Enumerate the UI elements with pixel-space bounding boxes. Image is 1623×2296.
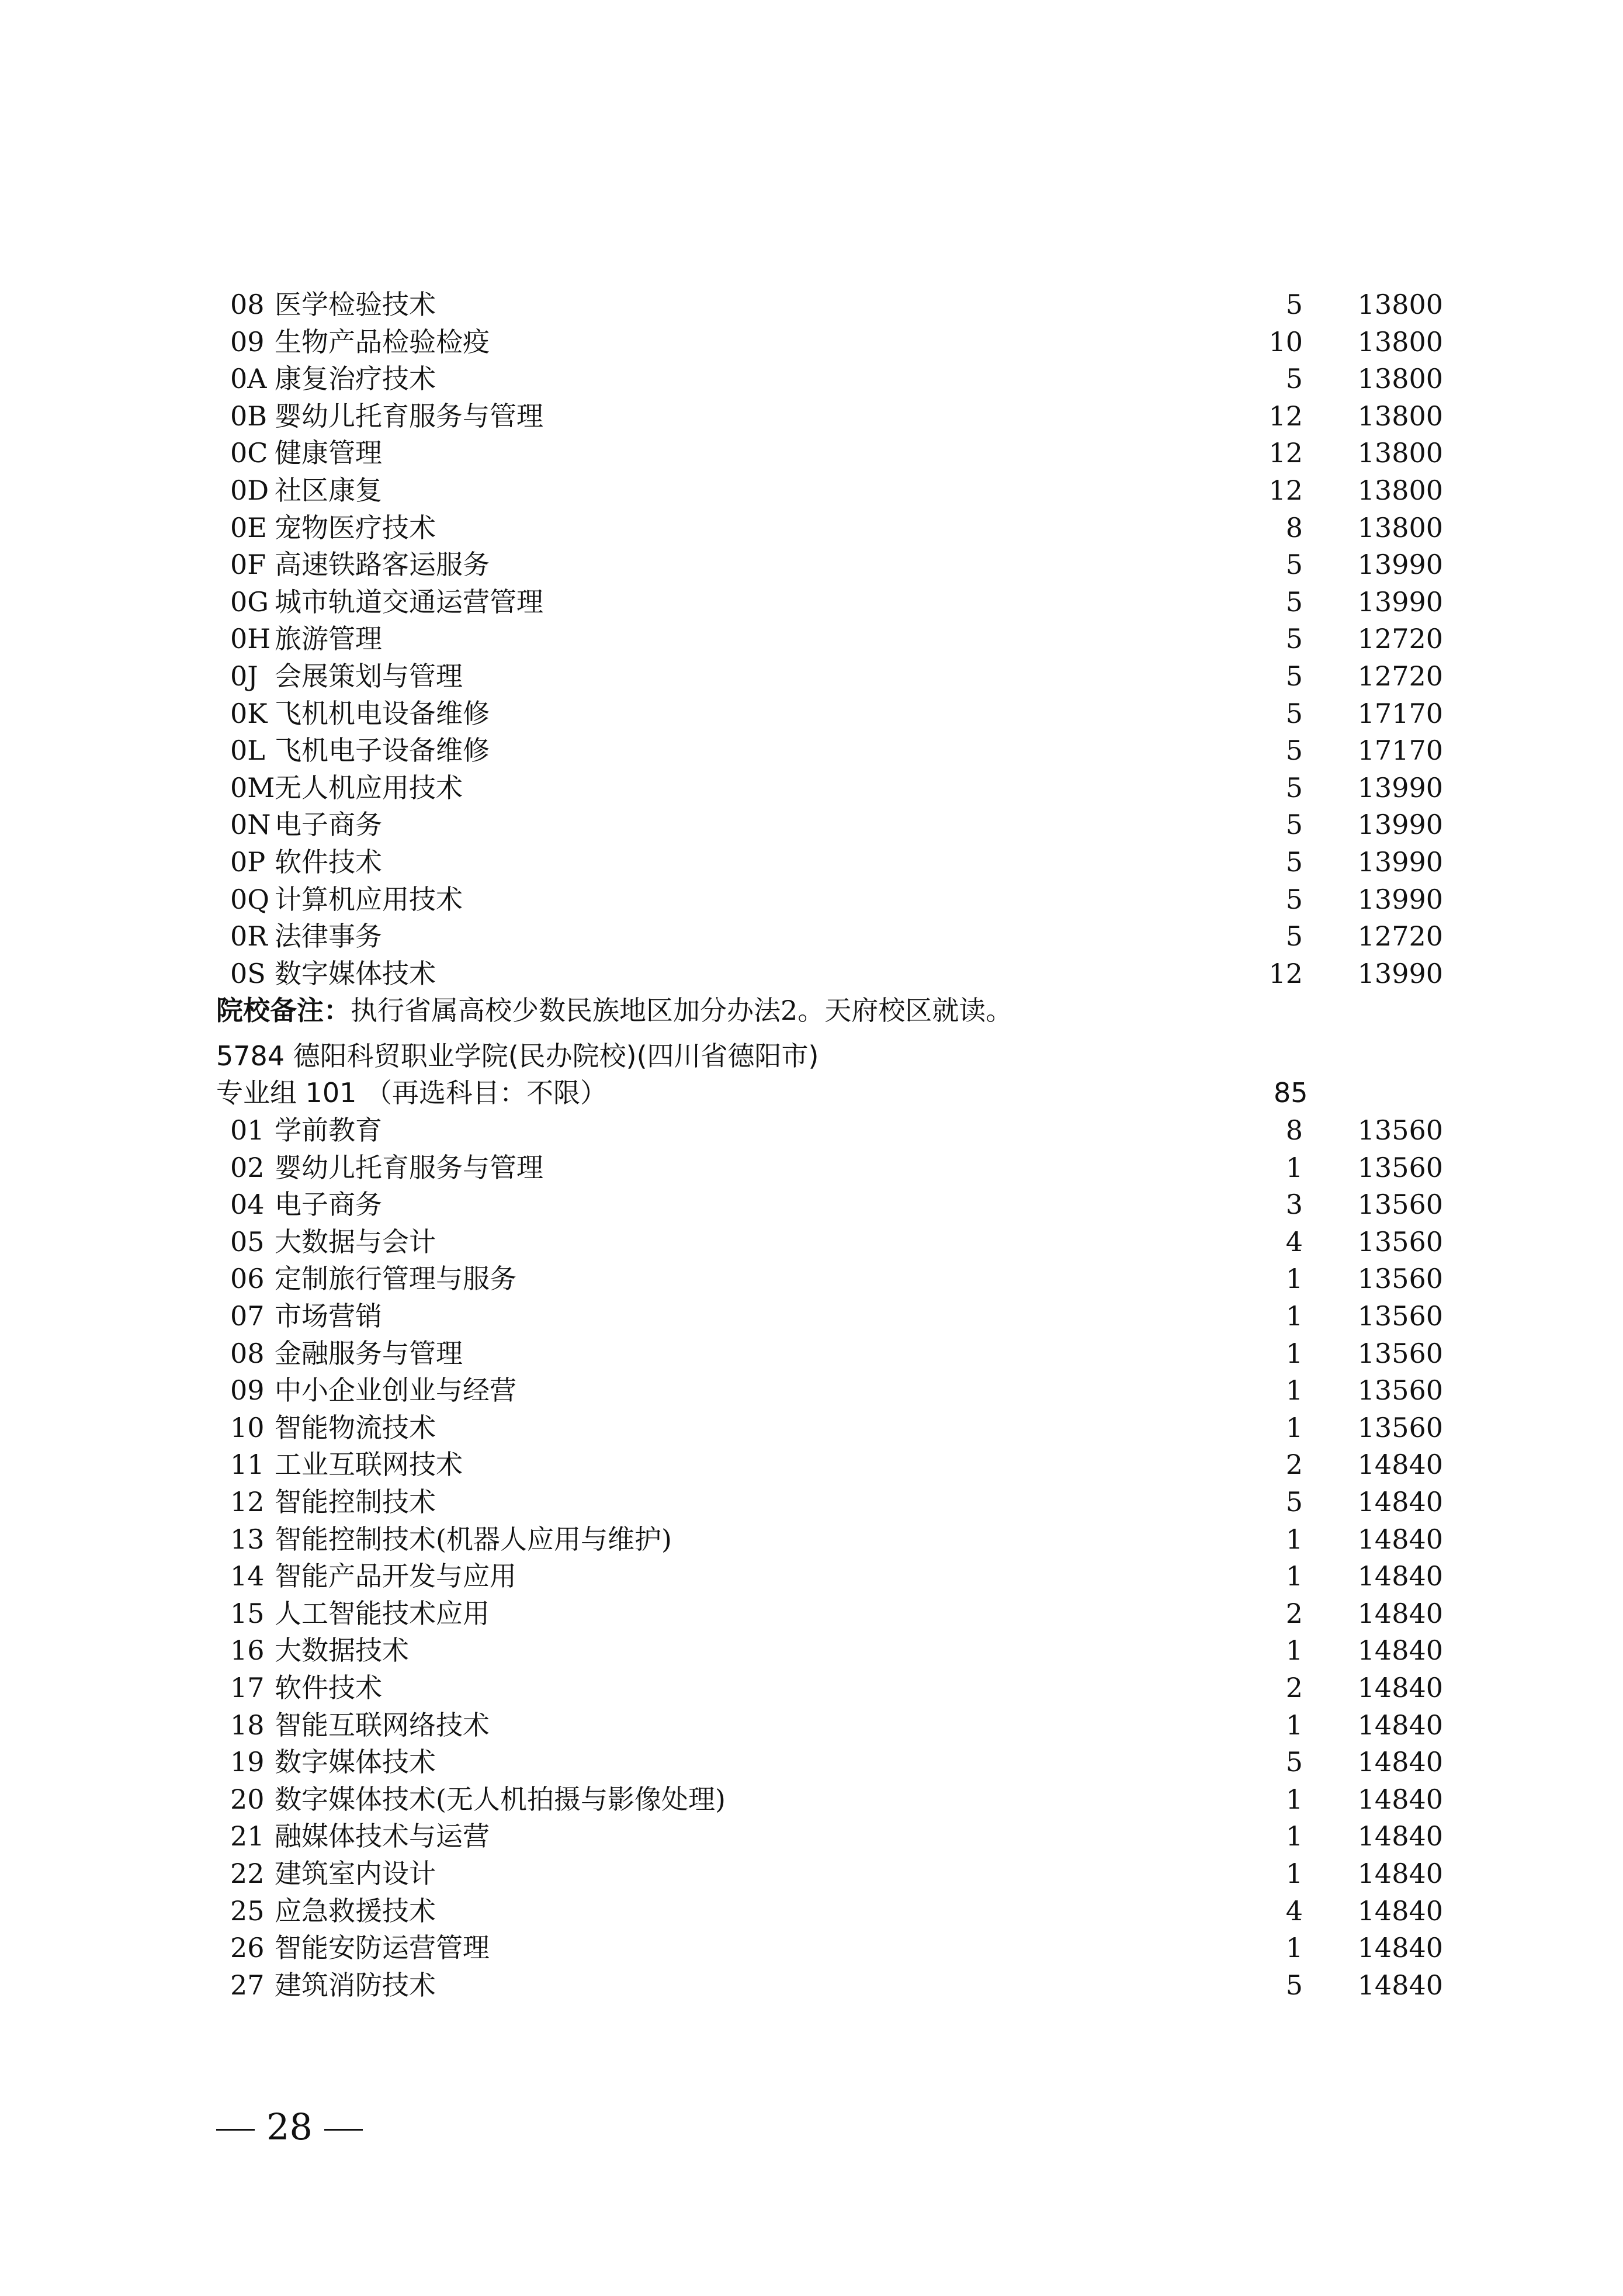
group-name: 专业组 101 （再选科目：不限） xyxy=(216,1077,608,1109)
major-row xyxy=(216,695,1443,733)
enrollment-count: 4 xyxy=(1285,1225,1303,1258)
group-count: 85 xyxy=(1274,1077,1308,1109)
major-code: 08 xyxy=(230,289,265,320)
major-row xyxy=(216,955,1443,993)
major-name: 电子商务 xyxy=(275,809,382,841)
enrollment-count: 2 xyxy=(1285,1671,1303,1703)
tuition-fee: 13800 xyxy=(1357,474,1443,506)
enrollment-count: 1 xyxy=(1285,1560,1303,1592)
major-code: 25 xyxy=(230,1895,265,1927)
major-code: 0H xyxy=(230,623,271,655)
footer-dash-left xyxy=(216,2129,255,2131)
tuition-fee: 13560 xyxy=(1357,1151,1443,1183)
tuition-fee: 14840 xyxy=(1357,1523,1443,1555)
major-row xyxy=(216,361,1443,398)
tuition-fee: 13800 xyxy=(1357,511,1443,543)
enrollment-count: 1 xyxy=(1285,1932,1303,1964)
major-row xyxy=(216,1632,1443,1670)
tuition-fee: 13560 xyxy=(1357,1189,1443,1221)
enrollment-count: 5 xyxy=(1285,883,1303,915)
major-code: 18 xyxy=(230,1709,265,1741)
major-name: 婴幼儿托育服务与管理 xyxy=(275,1151,543,1183)
major-code: 09 xyxy=(230,1374,265,1407)
major-code: 14 xyxy=(230,1560,265,1592)
major-name: 工业互联网技术 xyxy=(275,1449,463,1481)
major-name: 应急救援技术 xyxy=(275,1895,436,1927)
major-name: 定制旅行管理与服务 xyxy=(275,1263,516,1295)
major-name: 大数据技术 xyxy=(275,1634,409,1667)
major-name: 大数据与会计 xyxy=(275,1225,436,1258)
major-name: 建筑室内设计 xyxy=(275,1857,436,1889)
major-name: 建筑消防技术 xyxy=(275,1969,436,2001)
major-row xyxy=(216,1595,1443,1633)
enrollment-count: 1 xyxy=(1285,1709,1303,1741)
major-code: 07 xyxy=(230,1300,265,1332)
major-name: 康复治疗技术 xyxy=(275,363,436,395)
enrollment-count: 3 xyxy=(1285,1189,1303,1221)
major-code: 0L xyxy=(230,735,265,767)
major-name: 软件技术 xyxy=(275,846,382,878)
tuition-fee: 12720 xyxy=(1357,660,1443,692)
tuition-fee: 13800 xyxy=(1357,325,1443,358)
major-row xyxy=(216,398,1443,435)
major-row xyxy=(216,1893,1443,1930)
major-name: 飞机机电设备维修 xyxy=(275,697,490,729)
enrollment-count: 1 xyxy=(1285,1337,1303,1369)
enrollment-count: 12 xyxy=(1268,437,1303,469)
major-row xyxy=(216,770,1443,807)
enrollment-count: 12 xyxy=(1268,474,1303,506)
tuition-fee: 13990 xyxy=(1357,846,1443,878)
major-name: 金融服务与管理 xyxy=(275,1337,463,1369)
major-name: 城市轨道交通运营管理 xyxy=(275,586,543,618)
enrollment-count: 1 xyxy=(1285,1151,1303,1183)
major-name: 数字媒体技术(无人机拍摄与影像处理) xyxy=(275,1783,726,1815)
major-row xyxy=(216,918,1443,955)
major-row xyxy=(216,1707,1443,1744)
major-code: 09 xyxy=(230,325,265,358)
enrollment-count: 12 xyxy=(1268,957,1303,989)
major-name: 中小企业创业与经营 xyxy=(275,1374,516,1407)
major-row xyxy=(216,546,1443,584)
major-code: 0G xyxy=(230,586,269,618)
major-name: 社区康复 xyxy=(275,474,382,506)
major-name: 智能互联网络技术 xyxy=(275,1709,490,1741)
tuition-fee: 13990 xyxy=(1357,586,1443,618)
tuition-fee: 13990 xyxy=(1357,883,1443,915)
major-row xyxy=(216,658,1443,695)
major-name: 会展策划与管理 xyxy=(275,660,463,692)
major-name: 数字媒体技术 xyxy=(275,957,436,989)
tuition-fee: 14840 xyxy=(1357,1634,1443,1667)
major-code: 0S xyxy=(230,957,266,989)
major-code: 0M xyxy=(230,771,275,804)
enrollment-count: 5 xyxy=(1285,920,1303,953)
major-name: 融媒体技术与运营 xyxy=(275,1820,490,1852)
major-name: 智能安防运营管理 xyxy=(275,1932,490,1964)
tuition-fee: 13560 xyxy=(1357,1300,1443,1332)
major-row xyxy=(216,621,1443,658)
major-name: 智能控制技术(机器人应用与维护) xyxy=(275,1523,672,1555)
major-row xyxy=(216,806,1443,844)
tuition-fee: 13560 xyxy=(1357,1225,1443,1258)
major-row xyxy=(216,1484,1443,1521)
major-code: 0C xyxy=(230,437,268,469)
major-name: 婴幼儿托育服务与管理 xyxy=(275,400,543,432)
major-name: 智能产品开发与应用 xyxy=(275,1560,516,1592)
enrollment-count: 1 xyxy=(1285,1783,1303,1815)
major-name: 健康管理 xyxy=(275,437,382,469)
enrollment-count: 5 xyxy=(1285,660,1303,692)
enrollment-count: 1 xyxy=(1285,1820,1303,1852)
tuition-fee: 14840 xyxy=(1357,1671,1443,1703)
major-name: 法律事务 xyxy=(275,920,382,953)
tuition-fee: 13800 xyxy=(1357,289,1443,320)
major-row xyxy=(216,1818,1443,1855)
major-code: 11 xyxy=(230,1449,265,1481)
enrollment-count: 5 xyxy=(1285,735,1303,767)
enrollment-count: 5 xyxy=(1285,586,1303,618)
major-code: 04 xyxy=(230,1189,265,1221)
major-row xyxy=(216,1781,1443,1819)
major-code: 27 xyxy=(230,1969,265,2001)
major-row xyxy=(216,1744,1443,1781)
major-code: 22 xyxy=(230,1857,265,1889)
major-row xyxy=(216,435,1443,472)
tuition-fee: 13990 xyxy=(1357,771,1443,804)
tuition-fee: 14840 xyxy=(1357,1597,1443,1629)
enrollment-count: 4 xyxy=(1285,1895,1303,1927)
school-note-text: 执行省属高校少数民族地区加分办法2。天府校区就读。 xyxy=(351,995,1013,1027)
major-row xyxy=(216,510,1443,547)
major-name: 软件技术 xyxy=(275,1671,382,1703)
school-title xyxy=(216,1038,1443,1075)
tuition-fee: 14840 xyxy=(1357,1709,1443,1741)
tuition-fee: 14840 xyxy=(1357,1895,1443,1927)
enrollment-count: 5 xyxy=(1285,809,1303,841)
tuition-fee: 17170 xyxy=(1357,735,1443,767)
major-row xyxy=(216,1224,1443,1261)
major-row xyxy=(216,1521,1443,1559)
major-row xyxy=(216,1298,1443,1335)
major-code: 0F xyxy=(230,549,266,581)
enrollment-count: 5 xyxy=(1285,623,1303,655)
page-footer xyxy=(216,2104,374,2150)
major-row xyxy=(216,1670,1443,1707)
major-code: 02 xyxy=(230,1151,265,1183)
tuition-fee: 13560 xyxy=(1357,1263,1443,1295)
major-code: 08 xyxy=(230,1337,265,1369)
major-name: 生物产品检验检疫 xyxy=(275,325,490,358)
major-row xyxy=(216,584,1443,621)
major-code: 21 xyxy=(230,1820,265,1852)
enrollment-count: 1 xyxy=(1285,1411,1303,1443)
major-row xyxy=(216,1930,1443,1967)
enrollment-count: 1 xyxy=(1285,1300,1303,1332)
enrollment-count: 10 xyxy=(1268,325,1303,358)
major-name: 宠物医疗技术 xyxy=(275,511,436,543)
enrollment-count: 5 xyxy=(1285,771,1303,804)
group-heading xyxy=(216,1075,1443,1112)
tuition-fee: 13990 xyxy=(1357,549,1443,581)
enrollment-count: 2 xyxy=(1285,1449,1303,1481)
major-row xyxy=(216,1410,1443,1447)
major-code: 06 xyxy=(230,1263,265,1295)
tuition-fee: 13800 xyxy=(1357,363,1443,395)
tuition-fee: 14840 xyxy=(1357,1820,1443,1852)
major-code: 16 xyxy=(230,1634,265,1667)
major-code: 05 xyxy=(230,1225,265,1258)
tuition-fee: 14840 xyxy=(1357,1932,1443,1964)
major-name: 医学检验技术 xyxy=(275,289,436,320)
major-name: 智能物流技术 xyxy=(275,1411,436,1443)
major-code: 12 xyxy=(230,1486,265,1518)
major-code: 01 xyxy=(230,1114,265,1147)
tuition-fee: 13800 xyxy=(1357,437,1443,469)
major-code: 0P xyxy=(230,846,266,878)
major-code: 10 xyxy=(230,1411,265,1443)
major-code: 13 xyxy=(230,1523,265,1555)
major-row xyxy=(216,732,1443,770)
major-row xyxy=(216,1112,1443,1149)
major-row xyxy=(216,1372,1443,1410)
major-name: 学前教育 xyxy=(275,1114,382,1147)
tuition-fee: 14840 xyxy=(1357,1783,1443,1815)
tuition-fee: 13800 xyxy=(1357,400,1443,432)
major-row xyxy=(216,1149,1443,1187)
major-list-1 xyxy=(216,286,1443,992)
enrollment-count: 5 xyxy=(1285,289,1303,320)
major-code: 0N xyxy=(230,809,271,841)
major-name: 人工智能技术应用 xyxy=(275,1597,490,1629)
tuition-fee: 17170 xyxy=(1357,697,1443,729)
major-row xyxy=(216,1260,1443,1298)
enrollment-count: 12 xyxy=(1268,400,1303,432)
major-row xyxy=(216,324,1443,361)
major-row xyxy=(216,1186,1443,1224)
major-code: 17 xyxy=(230,1671,265,1703)
tuition-fee: 13560 xyxy=(1357,1411,1443,1443)
enrollment-count: 5 xyxy=(1285,846,1303,878)
tuition-fee: 12720 xyxy=(1357,920,1443,953)
major-row xyxy=(216,286,1443,324)
major-name: 高速铁路客运服务 xyxy=(275,549,490,581)
enrollment-count: 1 xyxy=(1285,1374,1303,1407)
major-name: 市场营销 xyxy=(275,1300,382,1332)
school-note xyxy=(216,992,1443,1030)
tuition-fee: 14840 xyxy=(1357,1486,1443,1518)
major-code: 0Q xyxy=(230,883,269,915)
tuition-fee: 12720 xyxy=(1357,623,1443,655)
enrollment-count: 1 xyxy=(1285,1523,1303,1555)
footer-dash-right xyxy=(324,2129,363,2131)
tuition-fee: 14840 xyxy=(1357,1857,1443,1889)
major-list-2 xyxy=(216,1112,1443,2004)
enrollment-count: 5 xyxy=(1285,1486,1303,1518)
major-code: 0D xyxy=(230,474,269,506)
major-row xyxy=(216,1558,1443,1595)
major-name: 数字媒体技术 xyxy=(275,1746,436,1778)
major-name: 飞机电子设备维修 xyxy=(275,735,490,767)
enrollment-count: 5 xyxy=(1285,1969,1303,2001)
major-code: 19 xyxy=(230,1746,265,1778)
major-code: 0J xyxy=(230,660,258,692)
tuition-fee: 14840 xyxy=(1357,1449,1443,1481)
major-row xyxy=(216,844,1443,881)
major-code: 0R xyxy=(230,920,268,953)
tuition-fee: 13560 xyxy=(1357,1114,1443,1147)
major-code: 0E xyxy=(230,511,267,543)
tuition-fee: 14840 xyxy=(1357,1969,1443,2001)
tuition-fee: 14840 xyxy=(1357,1560,1443,1592)
major-row xyxy=(216,472,1443,510)
enrollment-count: 8 xyxy=(1285,511,1303,543)
major-name: 电子商务 xyxy=(275,1189,382,1221)
major-name: 计算机应用技术 xyxy=(275,883,463,915)
major-code: 0A xyxy=(230,363,267,395)
major-name: 无人机应用技术 xyxy=(275,771,463,804)
enrollment-count: 5 xyxy=(1285,1746,1303,1778)
enrollment-count: 5 xyxy=(1285,697,1303,729)
enrollment-count: 1 xyxy=(1285,1634,1303,1667)
page-number: 28 xyxy=(266,2105,313,2148)
major-code: 0K xyxy=(230,697,268,729)
major-row xyxy=(216,1446,1443,1484)
major-row xyxy=(216,1335,1443,1373)
section-1 xyxy=(216,286,1443,2004)
school-note-label: 院校备注： xyxy=(216,995,351,1027)
enrollment-count: 5 xyxy=(1285,549,1303,581)
enrollment-count: 1 xyxy=(1285,1263,1303,1295)
major-row xyxy=(216,881,1443,919)
major-code: 20 xyxy=(230,1783,265,1815)
school-name: 5784 德阳科贸职业学院(民办院校)(四川省德阳市) xyxy=(216,1040,819,1072)
enrollment-count: 5 xyxy=(1285,363,1303,395)
major-name: 旅游管理 xyxy=(275,623,382,655)
enrollment-count: 1 xyxy=(1285,1857,1303,1889)
tuition-fee: 13990 xyxy=(1357,957,1443,989)
enrollment-count: 2 xyxy=(1285,1597,1303,1629)
major-code: 15 xyxy=(230,1597,265,1629)
tuition-fee: 13560 xyxy=(1357,1337,1443,1369)
major-code: 0B xyxy=(230,400,268,432)
major-name: 智能控制技术 xyxy=(275,1486,436,1518)
major-row xyxy=(216,1967,1443,2004)
tuition-fee: 14840 xyxy=(1357,1746,1443,1778)
major-code: 26 xyxy=(230,1932,265,1964)
major-row xyxy=(216,1855,1443,1893)
tuition-fee: 13560 xyxy=(1357,1374,1443,1407)
enrollment-count: 8 xyxy=(1285,1114,1303,1147)
tuition-fee: 13990 xyxy=(1357,809,1443,841)
